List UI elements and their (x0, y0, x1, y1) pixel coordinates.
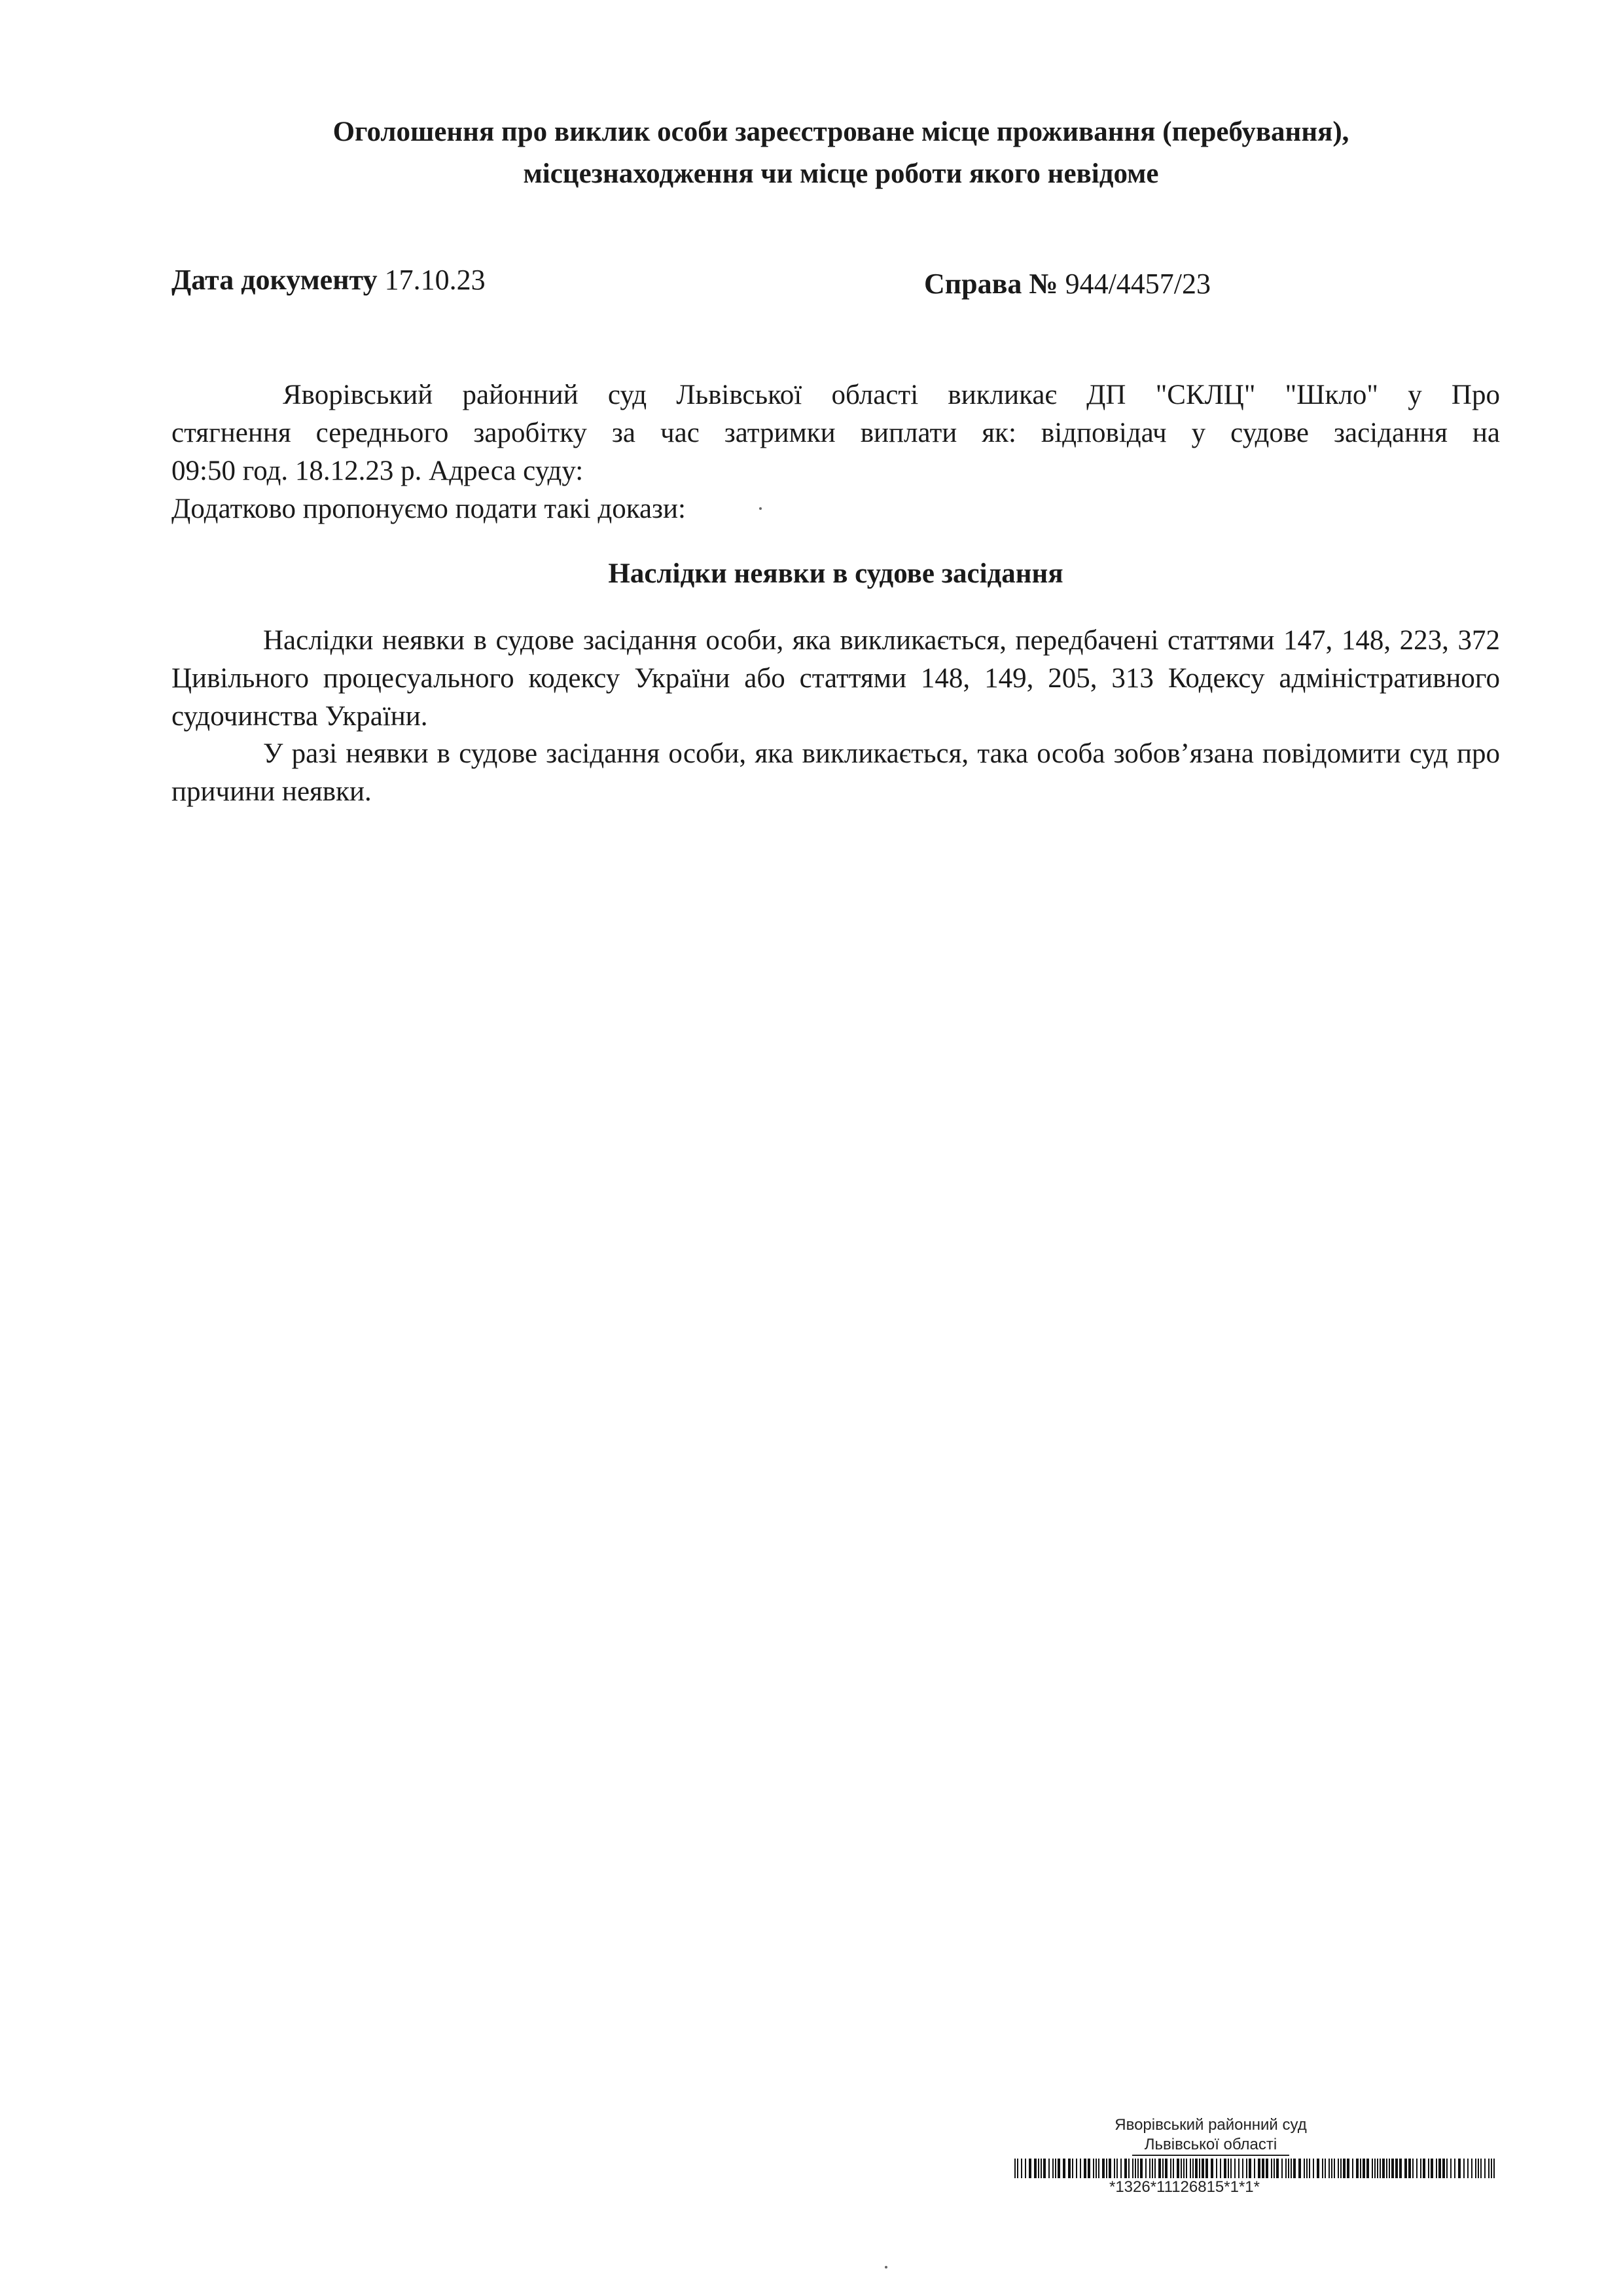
barcode-bar (1340, 2159, 1342, 2178)
title-line-1: Оголошення про виклик особи зареєстроване місце проживання (перебування), (332, 117, 1349, 147)
barcode-bar (1377, 2159, 1378, 2178)
barcode-bar (1404, 2159, 1407, 2178)
barcode-bar (1158, 2159, 1161, 2178)
consequences-paragraph-2: У разі неявки в судове засідання особи, яка викликається, така особа зобов’язана повідомити суд про причини неявки. (171, 738, 1500, 807)
barcode-text: *1326*11126815*1*1* (1109, 2178, 1260, 2196)
document-title (170, 111, 1512, 195)
barcode-bar (1382, 2159, 1385, 2178)
barcode-bar (1360, 2159, 1361, 2178)
barcode-bar (1080, 2159, 1081, 2178)
scan-speck (759, 507, 762, 510)
barcode-bar (1285, 2159, 1287, 2178)
barcode-bar (1098, 2159, 1099, 2178)
barcode-bar (1347, 2159, 1349, 2178)
barcode-bar (1408, 2159, 1411, 2178)
summons-line-4: Додатково пропонуємо подати такі докази: (171, 493, 686, 524)
barcode-bar (1331, 2159, 1332, 2178)
barcode-bar (1306, 2159, 1308, 2178)
barcode-bar (1313, 2159, 1314, 2178)
barcode-bar (1162, 2159, 1164, 2178)
barcode-bar (1068, 2159, 1071, 2178)
barcode-bar (1463, 2159, 1465, 2178)
scan-speck (885, 2266, 887, 2269)
barcode-bar (1132, 2159, 1133, 2178)
barcode-bar (1478, 2159, 1479, 2178)
barcode-bar (1389, 2159, 1390, 2178)
summons-line-2: стягнення середнього заробітку за час затримки виплати як: відповідач у судове засідання на (171, 418, 1500, 448)
barcode-bar (1195, 2159, 1198, 2178)
barcode-bar (1242, 2159, 1243, 2178)
barcode-bar (1165, 2159, 1168, 2178)
barcode-bar (1298, 2159, 1301, 2178)
consequences-heading: Наслідки неявки в судове засідання (608, 558, 1063, 589)
barcode-bar (1249, 2159, 1251, 2178)
barcode-bar (1135, 2159, 1136, 2178)
date-label: Дата документу (171, 264, 378, 296)
barcode-bar (1088, 2159, 1090, 2178)
barcode-bar (1304, 2159, 1305, 2178)
barcode-bar (1128, 2159, 1130, 2178)
barcode-bar (1058, 2159, 1060, 2178)
barcode-bar (1454, 2159, 1455, 2178)
barcode-bar (1211, 2159, 1213, 2178)
barcode-bar (1276, 2159, 1279, 2178)
barcode-bar (1334, 2159, 1335, 2178)
stamp-court-region: Львівської області (1132, 2135, 1289, 2156)
barcode-bar (1063, 2159, 1065, 2178)
barcode-bar (1140, 2159, 1143, 2178)
barcode-bar (1190, 2159, 1191, 2178)
barcode-bar (1274, 2159, 1275, 2178)
barcode-bar (1467, 2159, 1469, 2178)
barcode-bar (1230, 2159, 1232, 2178)
barcode-bar (1423, 2159, 1425, 2178)
barcode-bar (1220, 2159, 1221, 2178)
barcode-bar (1192, 2159, 1194, 2178)
barcode-bar (1488, 2159, 1489, 2178)
barcode-bar (1281, 2159, 1283, 2178)
barcode-bar (1224, 2159, 1226, 2178)
barcode-bar (1052, 2159, 1054, 2178)
barcode-bar (1041, 2159, 1042, 2178)
barcode-bar (1173, 2159, 1174, 2178)
barcode-bar (1106, 2159, 1107, 2178)
barcode-bar (1246, 2159, 1247, 2178)
summons-line-3: 09:50 год. 18.12.23 р. Адреса суду: (171, 456, 584, 486)
barcode-bar (1116, 2159, 1118, 2178)
barcode-bar (1442, 2159, 1445, 2178)
barcode-bar (1258, 2159, 1260, 2178)
barcode-bar (1309, 2159, 1310, 2178)
summons-paragraph (171, 376, 1500, 528)
barcode-bar (1216, 2159, 1217, 2178)
barcode-bar (1124, 2159, 1127, 2178)
barcode-bar (1416, 2159, 1418, 2178)
barcode-bar (1038, 2159, 1039, 2178)
barcode-bar (1380, 2159, 1381, 2178)
barcode-bar (1093, 2159, 1094, 2178)
barcode-bar (1149, 2159, 1150, 2178)
barcode-bar (1234, 2159, 1236, 2178)
barcode (1014, 2159, 1499, 2178)
barcode-bar (1048, 2159, 1050, 2178)
barcode-bar (1446, 2159, 1448, 2178)
barcode-bar (1352, 2159, 1353, 2178)
court-registration-stamp (1014, 2115, 1499, 2197)
barcode-bar (1436, 2159, 1437, 2178)
barcode-bar (1043, 2159, 1046, 2178)
barcode-bar (1055, 2159, 1056, 2178)
barcode-bar (1491, 2159, 1492, 2178)
barcode-bar (1475, 2159, 1476, 2178)
title-line-2: місцезнаходження чи місце роботи якого невідоме (523, 158, 1159, 189)
barcode-bar (1177, 2159, 1179, 2178)
barcode-bar (1021, 2159, 1022, 2178)
barcode-bar (1205, 2159, 1208, 2178)
barcode-bar (1109, 2159, 1111, 2178)
consequences-paragraph-1: Наслідки неявки в судове засідання особи, яка викликається, передбачені статтями 147, 148, 223, 372 Цивільного процесуального кодексу України або статтями 148, 149, 205, 313 Кодексу адміністративного судочинства України. (171, 625, 1500, 732)
barcode-bar (1238, 2159, 1240, 2178)
barcode-bar (1154, 2159, 1156, 2178)
barcode-bar (1484, 2159, 1486, 2178)
barcode-bar (1386, 2159, 1387, 2178)
barcode-bar (1480, 2159, 1482, 2178)
barcode-bar (1271, 2159, 1272, 2178)
barcode-bar (1322, 2159, 1323, 2178)
barcode-bar (1412, 2159, 1414, 2178)
barcode-bar (1374, 2159, 1376, 2178)
barcode-bar (1102, 2159, 1105, 2178)
barcode-bar (1029, 2159, 1031, 2178)
barcode-bar (1420, 2159, 1421, 2178)
barcode-bar (1034, 2159, 1037, 2178)
barcode-bar (1137, 2159, 1139, 2178)
barcode-bar (1450, 2159, 1452, 2178)
barcode-bar (1438, 2159, 1441, 2178)
barcode-bar (1471, 2159, 1472, 2178)
barcode-bar (1458, 2159, 1461, 2178)
date-value: 17.10.23 (384, 264, 486, 296)
barcode-bar (1343, 2159, 1346, 2178)
stamp-court-name: Яворівський районний суд (1115, 2116, 1307, 2134)
barcode-bar (1431, 2159, 1433, 2178)
barcode-bar (1372, 2159, 1373, 2178)
case-value: 944/4457/23 (1065, 268, 1211, 300)
barcode-bar (1181, 2159, 1182, 2178)
barcode-bar (1293, 2159, 1296, 2178)
barcode-bar (1084, 2159, 1086, 2178)
case-number (924, 264, 1211, 304)
barcode-bar (1391, 2159, 1394, 2178)
barcode-bar (1288, 2159, 1289, 2178)
barcode-bar (1145, 2159, 1147, 2178)
barcode-bar (1076, 2159, 1077, 2178)
barcode-bar (1399, 2159, 1402, 2178)
barcode-bar (1428, 2159, 1429, 2178)
barcode-bar (1183, 2159, 1185, 2178)
barcode-bar (1338, 2159, 1339, 2178)
barcode-bar (1170, 2159, 1171, 2178)
barcode-bar (1152, 2159, 1153, 2178)
document-date (171, 260, 486, 300)
barcode-bar (1266, 2159, 1268, 2178)
barcode-bar (1025, 2159, 1026, 2178)
barcode-bar (1325, 2159, 1326, 2178)
barcode-bar (1096, 2159, 1097, 2178)
barcode-bar (1329, 2159, 1330, 2178)
barcode-bar (1395, 2159, 1398, 2178)
barcode-bar (1202, 2159, 1204, 2178)
barcode-bar (1254, 2159, 1255, 2178)
barcode-bar (1014, 2159, 1016, 2178)
barcode-bar (1199, 2159, 1200, 2178)
barcode-bar (1228, 2159, 1229, 2178)
barcode-bar (1363, 2159, 1365, 2178)
barcode-bar (1186, 2159, 1187, 2178)
barcode-bar (1356, 2159, 1359, 2178)
barcode-bar (1120, 2159, 1122, 2178)
barcode-bar (1114, 2159, 1115, 2178)
barcode-bar (1017, 2159, 1018, 2178)
barcode-bar (1262, 2159, 1264, 2178)
barcode-bar (1291, 2159, 1292, 2178)
barcode-bar (1366, 2159, 1369, 2178)
case-label: Справа № (924, 268, 1058, 300)
summons-line-1: Яворівський районний суд Львівської області викликає ДП "СКЛЦ" "Шкло" у Про (283, 380, 1500, 410)
barcode-bar (1317, 2159, 1319, 2178)
barcode-bar (1493, 2159, 1495, 2178)
barcode-bar (1072, 2159, 1073, 2178)
